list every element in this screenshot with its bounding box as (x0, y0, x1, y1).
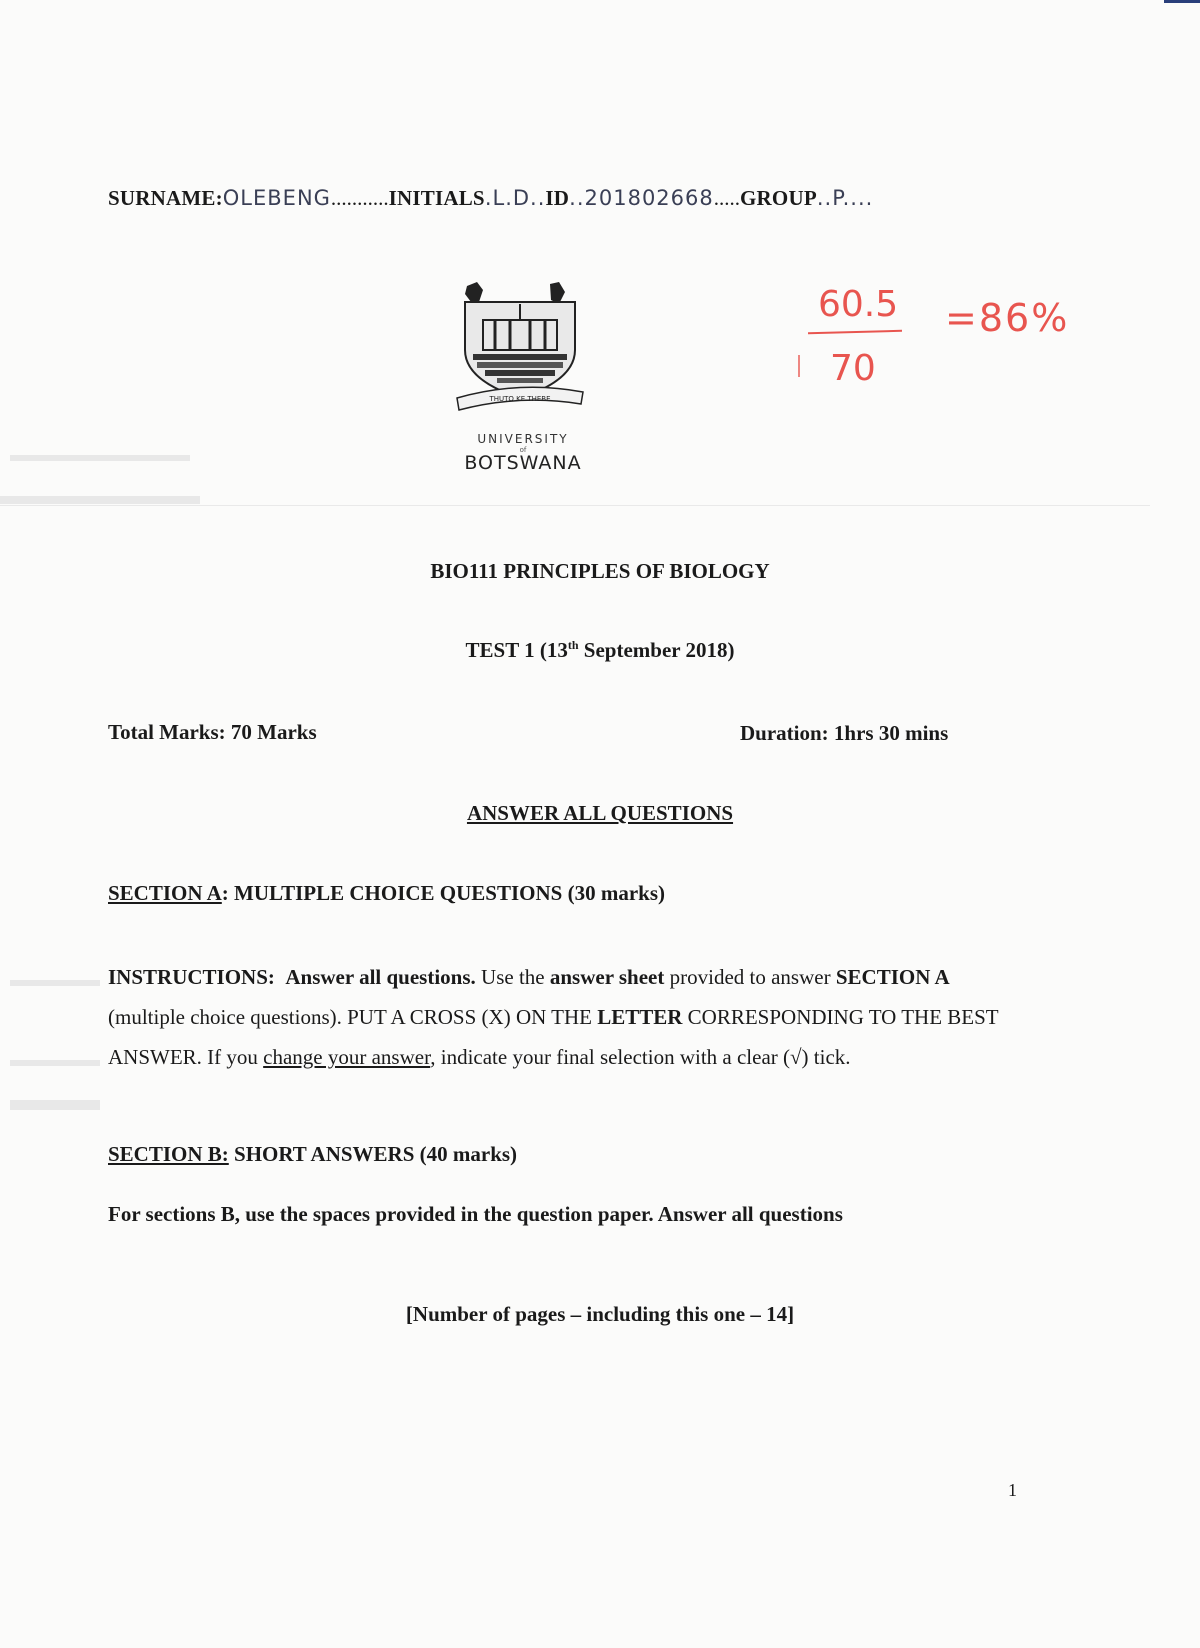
scan-smudge (10, 1060, 100, 1066)
instructions-text-3: (multiple choice questions). PUT A CROSS (X) ON THE (108, 1005, 598, 1029)
section-b-label: SECTION B: (108, 1142, 229, 1166)
section-a-label: SECTION A (108, 881, 222, 905)
section-b-heading (108, 1142, 517, 1167)
surname-dots: ........... (330, 186, 389, 210)
instructions-change-answer: change your answer (263, 1045, 431, 1069)
logo-botswana-text: BOTSWANA (464, 452, 582, 474)
scan-edge-mark (1164, 0, 1200, 3)
section-b-title: SHORT ANSWERS (40 marks) (228, 1142, 518, 1166)
grade-percent: =86% (945, 296, 1070, 340)
instructions-text-5: , indicate your final selection with a clear (√) tick. (430, 1045, 851, 1069)
id-label: ID (545, 186, 570, 210)
scan-smudge (0, 496, 200, 504)
instructions-text-2: provided to answer (664, 965, 836, 989)
university-crest-logo (455, 280, 585, 420)
test-title-prefix: TEST 1 (13 (465, 638, 568, 662)
scan-smudge (10, 980, 100, 986)
section-b-note: For sections B, use the spaces provided in the question paper. Answer all questions (108, 1202, 843, 1226)
test-title-rest: September 2018) (578, 638, 735, 662)
test-title (0, 638, 1200, 663)
grade-score: 60.5 (818, 284, 899, 325)
total-marks: Total Marks: 70 Marks (108, 720, 317, 744)
scan-smudge (10, 1100, 100, 1110)
group-label: GROUP (740, 186, 817, 210)
scan-line (0, 505, 1150, 506)
logo-university-text: UNIVERSITY (477, 432, 569, 446)
instructions-text-4: CORRESPONDING TO THE BEST ANSWER. If you (108, 1005, 999, 1069)
section-a-title: : MULTIPLE CHOICE QUESTIONS (30 marks) (221, 881, 666, 905)
grade-fraction-line (808, 330, 902, 334)
course-title: BIO111 PRINCIPLES OF BIOLOGY (430, 559, 770, 583)
crest-motto: THUTO KE THEBE (489, 395, 551, 403)
student-details-line (108, 186, 873, 211)
id-handwritten: ..201802668 (569, 186, 714, 210)
grade-mark-stroke (798, 355, 800, 377)
initials-handwritten: .L.D.. (484, 186, 546, 210)
test-title-ordinal: th (567, 638, 579, 652)
instructions-text-1: Use the (475, 965, 550, 989)
surname-handwritten: OLEBENG (222, 186, 331, 210)
initials-label: INITIALS (388, 186, 485, 210)
logo-of-text: of (519, 446, 527, 454)
page-number: 1 (1008, 1480, 1017, 1500)
id-dots: ..... (713, 186, 741, 210)
instructions-letter: LETTER (597, 1005, 683, 1029)
scan-smudge (10, 455, 190, 461)
duration: Duration: 1hrs 30 mins (740, 721, 949, 745)
instructions-answer-sheet: answer sheet (549, 965, 665, 989)
section-a-heading (108, 881, 665, 906)
instructions-answer-all: Answer all questions. (285, 965, 476, 989)
number-of-pages-note: [Number of pages – including this one – 14] (405, 1302, 795, 1326)
instructions-label: INSTRUCTIONS: (108, 965, 275, 989)
surname-label: SURNAME: (108, 186, 223, 210)
group-handwritten: ..P.... (816, 186, 874, 210)
instructions-section-a: SECTION A (835, 965, 950, 989)
grade-total: 70 (830, 348, 876, 389)
instructions-paragraph (108, 957, 1028, 1077)
answer-all-heading: ANSWER ALL QUESTIONS (466, 801, 734, 825)
